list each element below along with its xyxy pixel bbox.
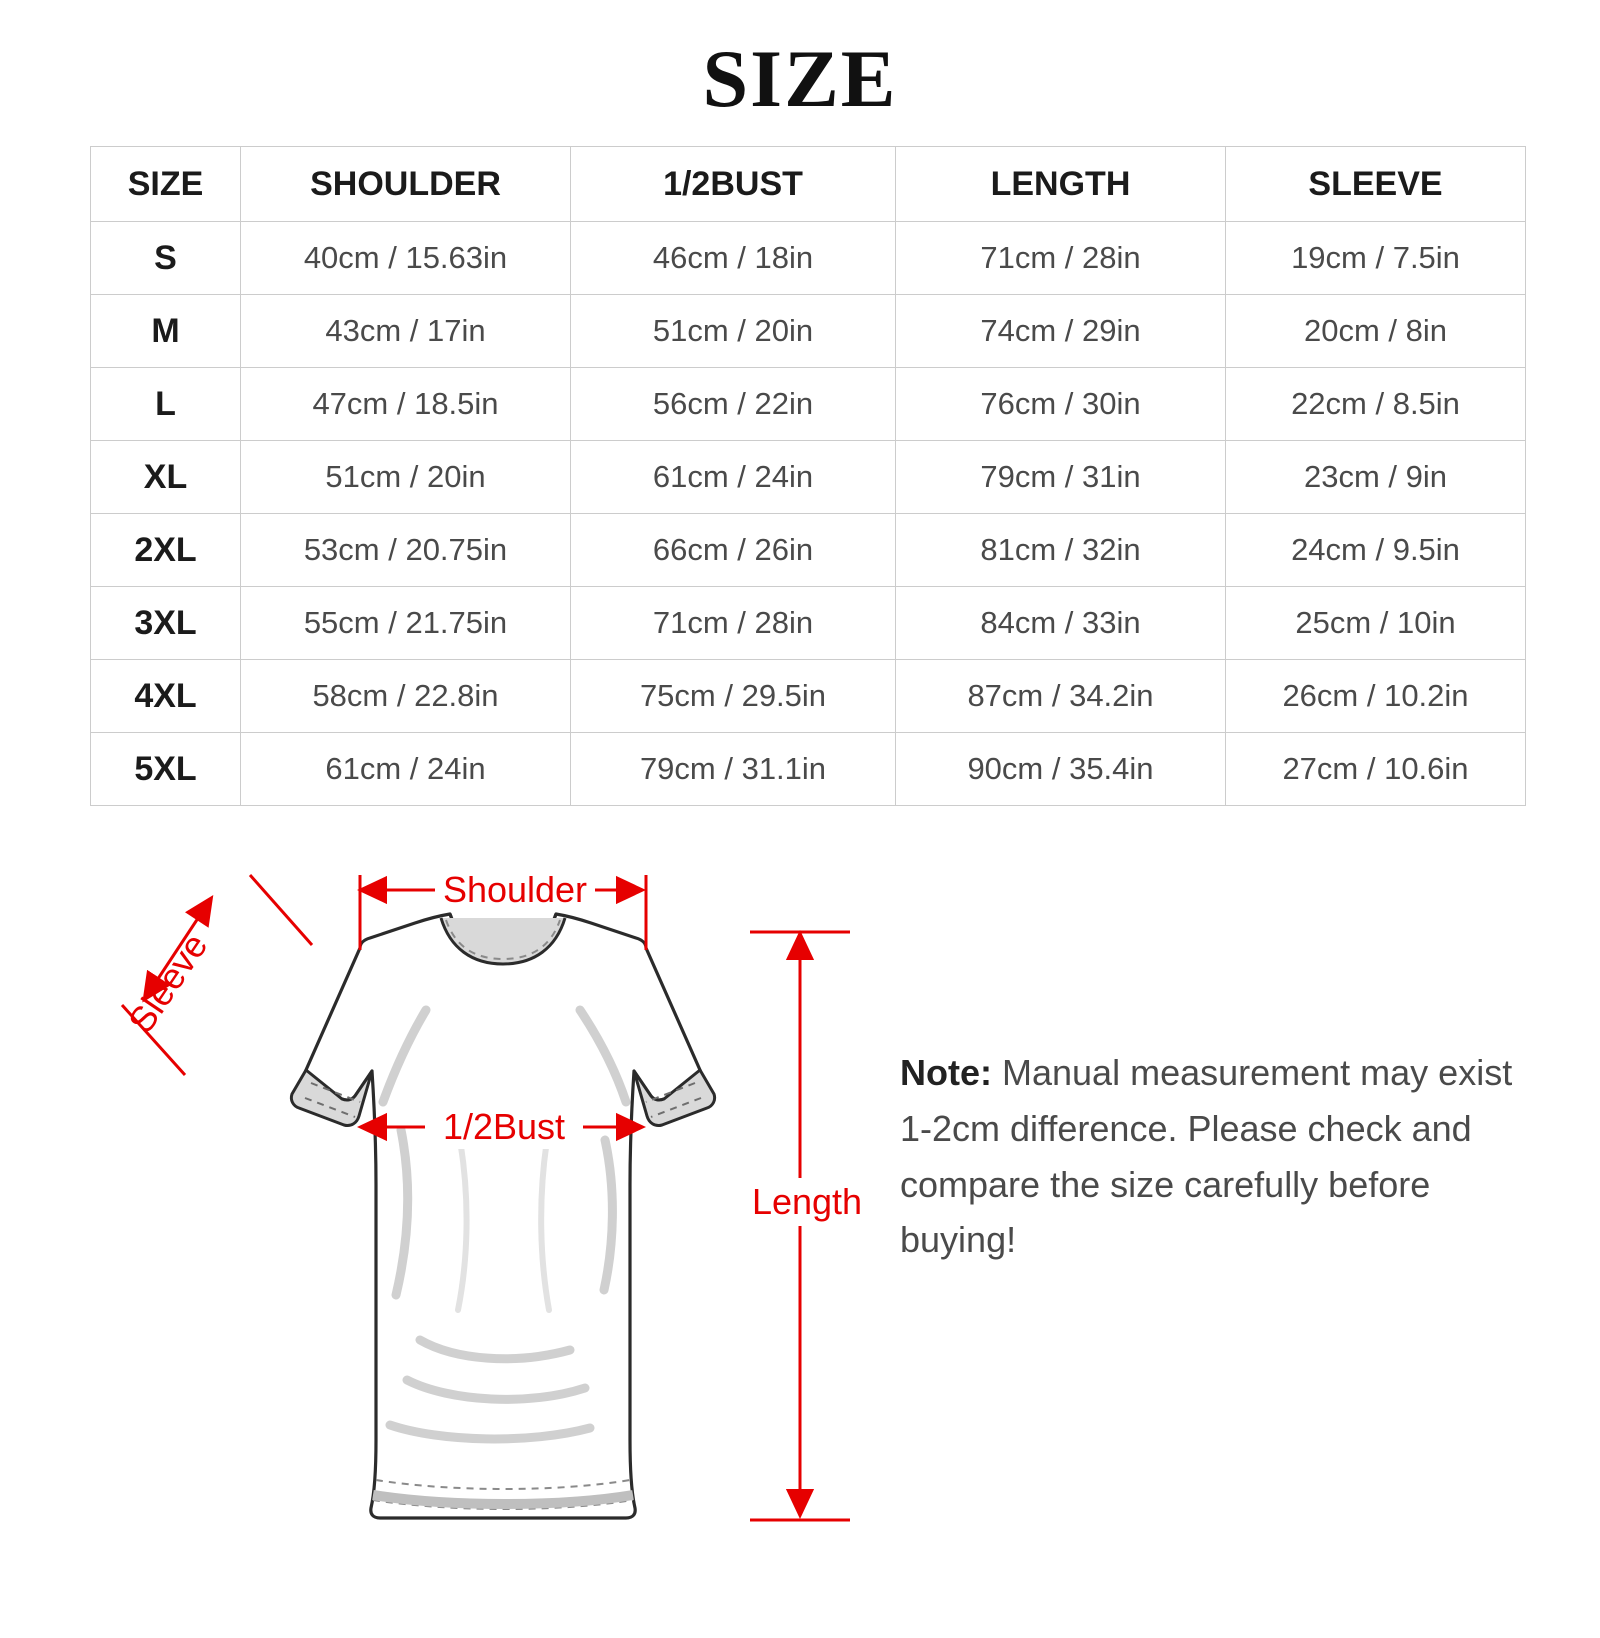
column-header-sleeve: SLEEVE: [1226, 147, 1526, 222]
cell-shoulder: 40cm / 15.63in: [241, 222, 571, 295]
size-chart-table: [90, 146, 1510, 806]
cell-length: 74cm / 29in: [896, 295, 1226, 368]
cell-length: 79cm / 31in: [896, 441, 1226, 514]
cell-size: S: [91, 222, 241, 295]
label-bust: 1/2Bust: [442, 1106, 566, 1147]
length-dimension: [748, 932, 866, 1520]
cell-length: 87cm / 34.2in: [896, 660, 1226, 733]
cell-size: 4XL: [91, 660, 241, 733]
cell-bust: 71cm / 28in: [571, 587, 896, 660]
column-header-length: LENGTH: [896, 147, 1226, 222]
cell-shoulder: 55cm / 21.75in: [241, 587, 571, 660]
cell-shoulder: 61cm / 24in: [241, 733, 571, 806]
cell-shoulder: 53cm / 20.75in: [241, 514, 571, 587]
cell-sleeve: 22cm / 8.5in: [1226, 368, 1526, 441]
table-row: [91, 733, 1526, 806]
cell-bust: 51cm / 20in: [571, 295, 896, 368]
cell-size: L: [91, 368, 241, 441]
cell-length: 90cm / 35.4in: [896, 733, 1226, 806]
cell-length: 76cm / 30in: [896, 368, 1226, 441]
cell-bust: 79cm / 31.1in: [571, 733, 896, 806]
cell-size: 5XL: [91, 733, 241, 806]
tshirt-outline: [291, 914, 714, 1518]
label-length: Length: [751, 1181, 863, 1222]
cell-sleeve: 23cm / 9in: [1226, 441, 1526, 514]
note-label: Note:: [900, 1052, 992, 1093]
cell-sleeve: 19cm / 7.5in: [1226, 222, 1526, 295]
cell-sleeve: 20cm / 8in: [1226, 295, 1526, 368]
cell-sleeve: 24cm / 9.5in: [1226, 514, 1526, 587]
table-row: [91, 295, 1526, 368]
page-title: SIZE: [702, 33, 898, 124]
cell-bust: 61cm / 24in: [571, 441, 896, 514]
cell-sleeve: 27cm / 10.6in: [1226, 733, 1526, 806]
cell-shoulder: 43cm / 17in: [241, 295, 571, 368]
tshirt-diagram-svg: [60, 840, 900, 1600]
table-header-row: [91, 147, 1526, 222]
column-header-size: SIZE: [91, 147, 241, 222]
cell-shoulder: 58cm / 22.8in: [241, 660, 571, 733]
label-sleeve: Sleeve: [119, 925, 216, 1041]
cell-bust: 46cm / 18in: [571, 222, 896, 295]
cell-bust: 66cm / 26in: [571, 514, 896, 587]
column-header-bust: 1/2BUST: [571, 147, 896, 222]
note-text: Manual measurement may exist 1-2cm difference. Please check and compare the size carefully before buying!: [900, 1052, 1513, 1261]
measurement-diagram: [0, 840, 1600, 1600]
cell-size: M: [91, 295, 241, 368]
note-block: [900, 1045, 1540, 1268]
cell-size: 3XL: [91, 587, 241, 660]
column-header-shoulder: SHOULDER: [241, 147, 571, 222]
cell-length: 84cm / 33in: [896, 587, 1226, 660]
cell-size: XL: [91, 441, 241, 514]
label-shoulder: Shoulder: [442, 869, 588, 910]
cell-length: 81cm / 32in: [896, 514, 1226, 587]
table-row: [91, 441, 1526, 514]
table-row: [91, 514, 1526, 587]
cell-sleeve: 25cm / 10in: [1226, 587, 1526, 660]
table-row: [91, 222, 1526, 295]
cell-shoulder: 51cm / 20in: [241, 441, 571, 514]
table-row: [91, 368, 1526, 441]
cell-bust: 56cm / 22in: [571, 368, 896, 441]
cell-bust: 75cm / 29.5in: [571, 660, 896, 733]
cell-shoulder: 47cm / 18.5in: [241, 368, 571, 441]
cell-size: 2XL: [91, 514, 241, 587]
sleeve-dimension: [120, 875, 312, 1075]
cell-sleeve: 26cm / 10.2in: [1226, 660, 1526, 733]
table-row: [91, 660, 1526, 733]
table-row: [91, 587, 1526, 660]
cell-length: 71cm / 28in: [896, 222, 1226, 295]
